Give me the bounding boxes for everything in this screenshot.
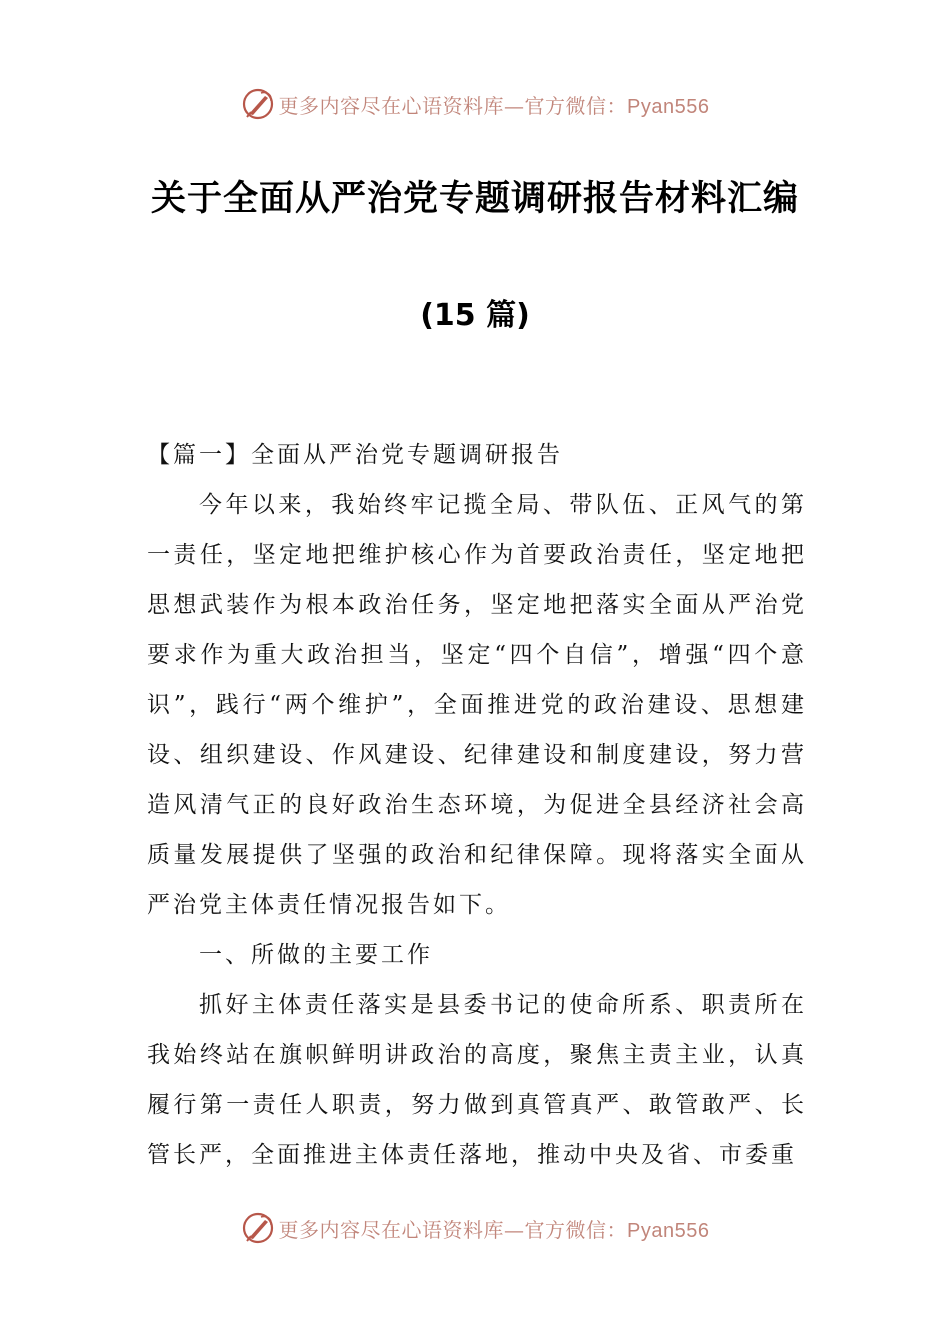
watermark-text: 更多内容尽在心语资料库—官方微信：Pyan556: [278, 1217, 710, 1242]
watermark-text: 更多内容尽在心语资料库—官方微信：Pyan556: [278, 93, 710, 118]
document-title: 关于全面从严治党专题调研报告材料汇编: [150, 179, 799, 219]
subsection-heading: 一、所做的主要工作: [199, 942, 433, 968]
document-body: [147, 430, 807, 1180]
document-subtitle: (15 篇): [420, 298, 530, 333]
section-heading: 【篇一】全面从严治党专题调研报告: [147, 442, 563, 468]
quill-seal-logo-icon: [241, 1211, 275, 1245]
header-watermark: [0, 84, 950, 124]
footer-watermark: [0, 1208, 950, 1248]
quill-seal-logo-icon: [241, 87, 275, 121]
watermark-wechat-id: Pyan556: [627, 1219, 710, 1242]
paragraph: 抓好主体责任落实是县委书记的使命所系、职责所在我始终站在旗帜鲜明讲政治的高度，聚焦主责主业，认真履行第一责任人职责，努力做到真管真严、敢管敢严、长管长严，全面推进主体责任落地，推动中央及省、市委重: [147, 992, 807, 1168]
paragraph: 今年以来，我始终牢记揽全局、带队伍、正风气的第一责任，坚定地把维护核心作为首要政治责任，坚定地把思想武装作为根本政治任务，坚定地把落实全面从严治党要求作为重大政治担当，坚定“四个自信”，增强“四个意识”，践行“两个维护”，全面推进党的政治建设、思想建设、组织建设、作风建设、纪律建设和制度建设，努力营造风清气正的良好政治生态环境，为促进全县经济社会高质量发展提供了坚强的政治和纪律保障。现将落实全面从严治党主体责任情况报告如下。: [147, 492, 807, 918]
watermark-wechat-id: Pyan556: [627, 95, 710, 118]
